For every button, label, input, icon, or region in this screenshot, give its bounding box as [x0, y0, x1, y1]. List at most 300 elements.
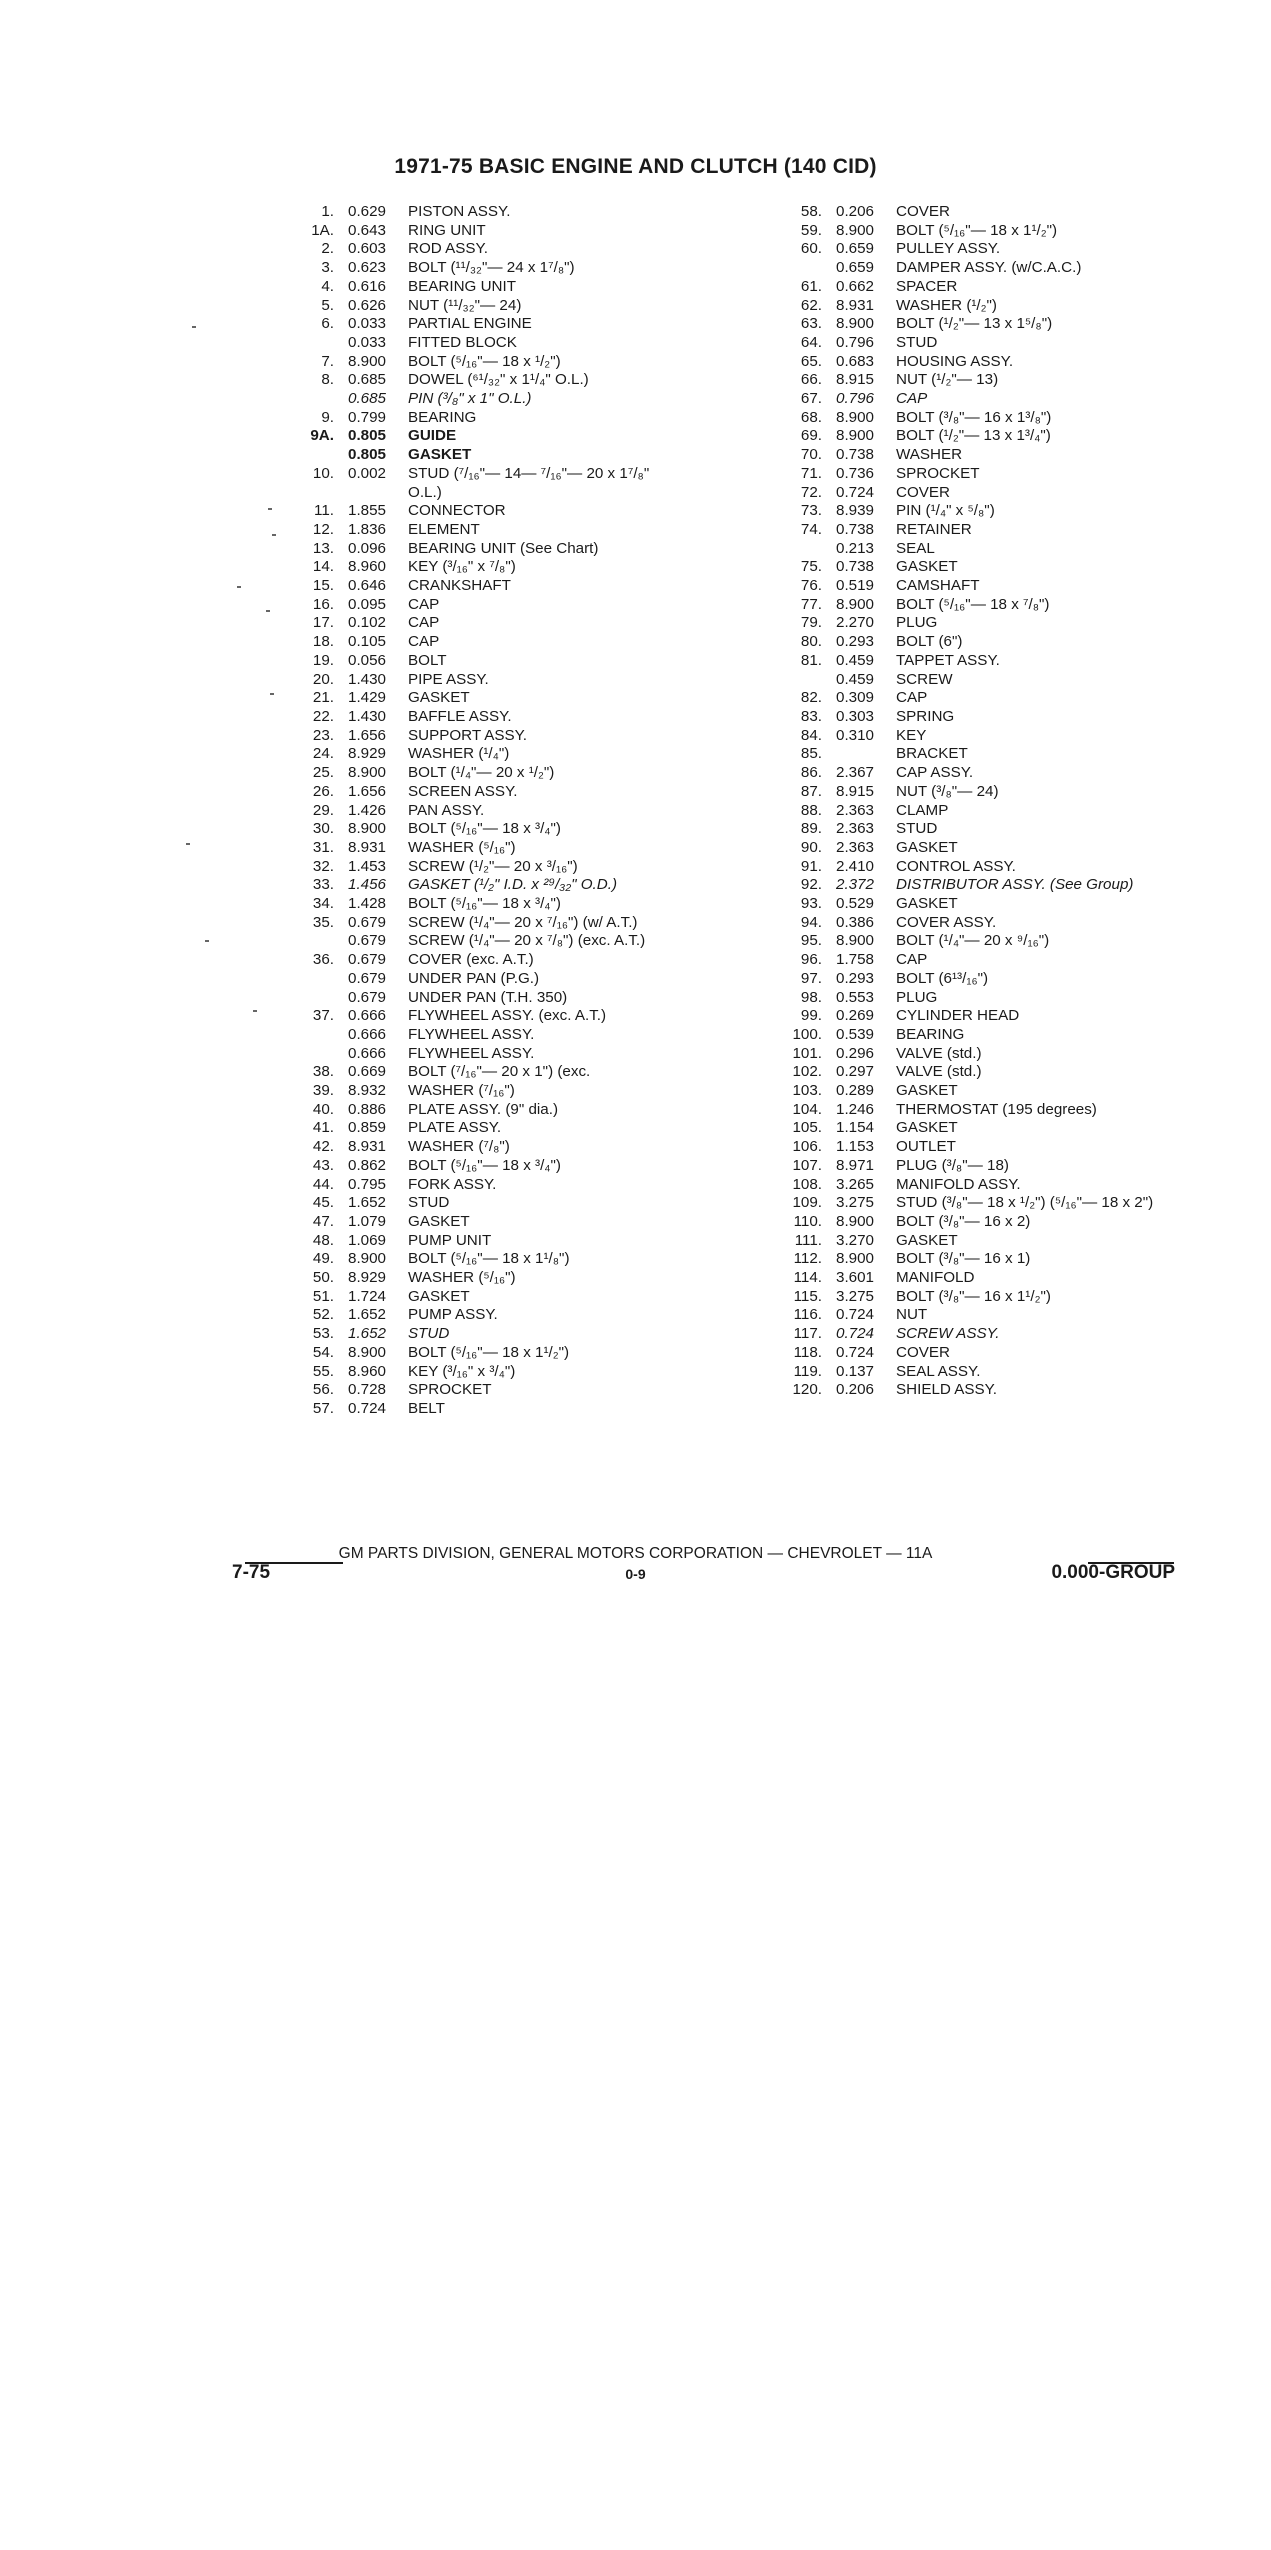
- group-code: 1.069: [348, 1231, 387, 1249]
- part-description: PIPE ASSY.: [408, 670, 489, 688]
- group-code: 1.079: [348, 1212, 387, 1230]
- item-number: 83.: [800, 707, 822, 725]
- part-description: BOLT (¹/₂"— 13 x 1³/₄"): [896, 427, 1051, 445]
- item-number: 74.: [800, 520, 822, 538]
- item-number: 23.: [312, 726, 334, 744]
- group-code: 1.656: [348, 726, 387, 744]
- part-description: COVER: [896, 1343, 951, 1361]
- group-code: 0.679: [348, 932, 387, 950]
- item-number: 88.: [800, 801, 822, 819]
- part-row: [290, 1400, 670, 1419]
- item-number: 110.: [793, 1212, 822, 1230]
- group-code: 0.862: [348, 1156, 387, 1174]
- scan-mark: [266, 610, 270, 612]
- part-row: [778, 315, 1198, 334]
- part-row: [778, 1306, 1198, 1325]
- part-description: WASHER (⁷/₁₆"): [408, 1082, 515, 1100]
- group-code: 0.799: [348, 408, 387, 426]
- part-description: BRACKET: [896, 745, 968, 763]
- part-row: [290, 876, 670, 895]
- part-row: [778, 240, 1198, 259]
- group-code: 8.971: [836, 1156, 875, 1174]
- item-number: 98.: [800, 988, 822, 1006]
- group-code: 0.296: [836, 1044, 875, 1062]
- item-number: 75.: [800, 558, 822, 576]
- part-description: THERMOSTAT (195 degrees): [896, 1100, 1097, 1118]
- part-description: BOLT (¹/₂"— 13 x 1⁵/₈"): [896, 315, 1053, 333]
- group-code: 0.736: [836, 464, 875, 482]
- group-code: 0.669: [348, 1063, 387, 1081]
- part-description: WASHER (⁵/₁₆"): [408, 838, 516, 856]
- group-code: 0.646: [348, 577, 387, 595]
- part-description: BOLT (³/₈"— 16 x 1): [896, 1250, 1031, 1268]
- part-row: [290, 1232, 670, 1251]
- part-description: GASKET: [896, 1231, 958, 1249]
- part-description: UNDER PAN (P.G.): [408, 969, 540, 987]
- part-description: BOLT (¹/₄"— 20 x ⁹/₁₆"): [896, 932, 1050, 950]
- group-code: 1.429: [348, 689, 387, 707]
- item-number: 84.: [800, 726, 822, 744]
- group-code: 8.931: [348, 1138, 387, 1156]
- part-row: [290, 820, 670, 839]
- part-row: [778, 409, 1198, 428]
- part-description: ROD ASSY.: [408, 240, 488, 258]
- item-number: 91.: [800, 857, 822, 875]
- group-code: 8.900: [836, 932, 875, 950]
- group-code: 0.269: [836, 1007, 875, 1025]
- group-code: 0.529: [836, 895, 875, 913]
- scan-mark: [272, 534, 276, 536]
- group-code: 8.900: [836, 221, 875, 239]
- item-number: 67.: [800, 390, 822, 408]
- item-number: 111.: [794, 1231, 822, 1249]
- part-row: [290, 259, 670, 278]
- part-description: BAFFLE ASSY.: [408, 707, 512, 725]
- part-description: BOLT (³/₈"— 16 x 1¹/₂"): [896, 1287, 1051, 1305]
- part-description: SCREW: [896, 670, 953, 688]
- part-row: [290, 465, 670, 502]
- group-code: 3.270: [836, 1231, 875, 1249]
- group-code: 8.900: [348, 820, 387, 838]
- part-description: SCREW (¹/₄"— 20 x ⁷/₁₆") (w/ A.T.): [408, 913, 638, 931]
- group-code: 0.679: [348, 988, 387, 1006]
- item-number: 64.: [800, 333, 822, 351]
- group-code: 0.626: [348, 296, 387, 314]
- item-number: 26.: [312, 782, 334, 800]
- part-row: [778, 558, 1198, 577]
- item-number: 41.: [312, 1119, 334, 1137]
- part-description: HOUSING ASSY.: [896, 352, 1014, 370]
- part-description: NUT (³/₈"— 24): [896, 782, 999, 800]
- part-row: [778, 1007, 1198, 1026]
- parts-list-left: [290, 203, 670, 1419]
- part-description: BOLT (⁵/₁₆"— 18 x ¹/₂"): [408, 352, 561, 370]
- item-number: 14.: [312, 558, 334, 576]
- group-code: 1.426: [348, 801, 387, 819]
- group-code: 1.153: [836, 1138, 875, 1156]
- part-row: [290, 858, 670, 877]
- item-number: 117.: [793, 1325, 822, 1343]
- part-row: [290, 1269, 670, 1288]
- item-number: 118.: [793, 1343, 822, 1361]
- item-number: 109.: [792, 1194, 822, 1212]
- part-description: GASKET: [896, 1119, 958, 1137]
- group-code: 3.275: [836, 1194, 875, 1212]
- part-description: VALVE (std.): [896, 1063, 982, 1081]
- part-row: [778, 633, 1198, 652]
- item-number: 101.: [792, 1044, 822, 1062]
- part-description: WASHER (⁵/₁₆"): [408, 1269, 516, 1287]
- part-row: [290, 278, 670, 297]
- item-number: 69.: [800, 427, 822, 445]
- item-number: [290, 1026, 348, 1045]
- part-row: [290, 427, 670, 446]
- part-row: [290, 970, 670, 989]
- part-row: [778, 1232, 1198, 1251]
- part-description: PAN ASSY.: [408, 801, 485, 819]
- part-description: NUT (¹¹/₃₂"— 24): [408, 296, 522, 314]
- item-number: 9A.: [310, 427, 334, 445]
- part-row: [778, 278, 1198, 297]
- item-number: 103.: [792, 1082, 822, 1100]
- page-title: 1971-75 BASIC ENGINE AND CLUTCH (140 CID): [394, 155, 877, 178]
- item-number: 36.: [312, 951, 334, 969]
- part-description: ELEMENT: [408, 520, 480, 538]
- part-description: WASHER (¹/₄"): [408, 745, 510, 763]
- part-description: SPACER: [896, 277, 958, 295]
- group-code: 0.213: [836, 539, 875, 557]
- item-number: 51.: [312, 1287, 334, 1305]
- group-code: 8.960: [348, 558, 387, 576]
- group-code: 0.728: [348, 1381, 387, 1399]
- item-number: 37.: [312, 1007, 334, 1025]
- group-code: 8.939: [836, 502, 875, 520]
- part-row: [778, 745, 1198, 764]
- part-description: NUT (¹/₂"— 13): [896, 371, 999, 389]
- part-row: [778, 951, 1198, 970]
- group-code: 1.456: [348, 876, 387, 894]
- part-row: [778, 858, 1198, 877]
- part-row: [290, 802, 670, 821]
- part-description: PIN (¹/₄" x ⁵/₈"): [896, 502, 995, 520]
- part-row: [778, 222, 1198, 241]
- group-code: 1.246: [836, 1100, 875, 1118]
- item-number: 32.: [312, 857, 334, 875]
- part-description: SCREW (¹/₄"— 20 x ⁷/₈") (exc. A.T.): [408, 932, 646, 950]
- part-description: PARTIAL ENGINE: [408, 315, 532, 333]
- part-description: BOLT (³/₈"— 16 x 1³/₈"): [896, 408, 1052, 426]
- part-row: [290, 1119, 670, 1138]
- group-code: 0.685: [348, 371, 387, 389]
- part-description: MANIFOLD: [896, 1269, 975, 1287]
- group-code: 0.137: [836, 1362, 875, 1380]
- item-number: 116.: [793, 1306, 822, 1324]
- part-row: [778, 540, 1198, 559]
- group-code: 0.724: [836, 1343, 875, 1361]
- item-number: 115.: [793, 1287, 822, 1305]
- item-number: 44.: [312, 1175, 334, 1193]
- item-number: 108.: [792, 1175, 822, 1193]
- group-code: 0.805: [348, 427, 387, 445]
- part-row: [778, 783, 1198, 802]
- item-number: 22.: [312, 707, 334, 725]
- item-number: 8.: [321, 371, 334, 389]
- group-code: 0.102: [348, 614, 387, 632]
- part-row: [778, 1119, 1198, 1138]
- part-row: [778, 203, 1198, 222]
- item-number: 95.: [800, 932, 822, 950]
- item-number: 72.: [800, 483, 822, 501]
- group-code: 0.623: [348, 259, 387, 277]
- item-number: 33.: [312, 876, 334, 894]
- part-row: [290, 951, 670, 970]
- part-description: BOLT (⁵/₁₆"— 18 x 1¹/₂"): [896, 221, 1058, 239]
- part-description: SCREW ASSY.: [896, 1325, 1000, 1343]
- part-row: [290, 1101, 670, 1120]
- group-code: 0.293: [836, 969, 875, 987]
- part-row: [778, 1381, 1198, 1400]
- part-row: [778, 1026, 1198, 1045]
- part-description: WASHER (¹/₂"): [896, 296, 997, 314]
- item-number: 99.: [800, 1007, 822, 1025]
- group-code: 0.310: [836, 726, 875, 744]
- part-row: [778, 427, 1198, 446]
- item-number: 119.: [793, 1362, 822, 1380]
- part-description: GASKET: [408, 446, 472, 464]
- item-number: 43.: [312, 1156, 334, 1174]
- part-description: STUD: [896, 820, 938, 838]
- group-code: 0.796: [836, 333, 875, 351]
- item-number: 93.: [800, 895, 822, 913]
- item-number: 82.: [800, 689, 822, 707]
- item-number: 21.: [312, 689, 334, 707]
- item-number: 114.: [793, 1269, 822, 1287]
- part-description: FLYWHEEL ASSY.: [408, 1044, 535, 1062]
- part-row: [290, 371, 670, 390]
- part-row: [290, 745, 670, 764]
- part-row: [290, 502, 670, 521]
- part-description: CAMSHAFT: [896, 577, 980, 595]
- item-number: 53.: [312, 1325, 334, 1343]
- part-description: STUD: [896, 333, 938, 351]
- scan-mark: [205, 940, 209, 942]
- group-code: 0.679: [348, 913, 387, 931]
- group-code: 0.289: [836, 1082, 875, 1100]
- part-description: GASKET: [896, 838, 958, 856]
- footer-page-number: 0-9: [625, 1566, 646, 1582]
- part-description: BEARING UNIT (See Chart): [408, 539, 599, 557]
- part-row: [778, 390, 1198, 409]
- part-description: GASKET: [408, 1212, 470, 1230]
- part-description: GUIDE: [408, 427, 457, 445]
- part-row: [290, 409, 670, 428]
- part-row: [778, 708, 1198, 727]
- part-row: [778, 484, 1198, 503]
- item-number: 61.: [800, 277, 822, 295]
- group-code: 8.900: [836, 315, 875, 333]
- part-row: [290, 1306, 670, 1325]
- item-number: 16.: [312, 595, 334, 613]
- item-number: [290, 970, 348, 989]
- group-code: 0.553: [836, 988, 875, 1006]
- part-description: BOLT (⁵/₁₆"— 18 x ⁷/₈"): [896, 595, 1050, 613]
- item-number: 20.: [312, 670, 334, 688]
- group-code: 8.931: [836, 296, 875, 314]
- group-code: 1.836: [348, 520, 387, 538]
- group-code: 0.095: [348, 595, 387, 613]
- part-row: [290, 1381, 670, 1400]
- item-number: [290, 334, 348, 353]
- group-code: 3.275: [836, 1287, 875, 1305]
- group-code: 1.428: [348, 895, 387, 913]
- footer-date: 7-75: [232, 1562, 271, 1583]
- group-code: 1.453: [348, 857, 387, 875]
- part-row: [778, 932, 1198, 951]
- part-row: [778, 839, 1198, 858]
- part-description: PUMP ASSY.: [408, 1306, 498, 1324]
- item-number: [290, 989, 348, 1008]
- group-code: 2.372: [836, 876, 875, 894]
- part-description: COVER: [896, 483, 951, 501]
- part-description: STUD: [408, 1194, 450, 1212]
- group-code: 0.886: [348, 1100, 387, 1118]
- item-number: 19.: [312, 651, 334, 669]
- item-number: 42.: [312, 1138, 334, 1156]
- part-row: [778, 502, 1198, 521]
- part-description: PLATE ASSY. (9" dia.): [408, 1100, 559, 1118]
- part-description: BOLT (⁵/₁₆"— 18 x ³/₄"): [408, 895, 561, 913]
- part-description: CONTROL ASSY.: [896, 857, 1016, 875]
- part-description: CAP ASSY.: [896, 764, 974, 782]
- group-code: 0.293: [836, 633, 875, 651]
- group-code: 8.931: [348, 838, 387, 856]
- item-number: 35.: [312, 913, 334, 931]
- group-code: 1.855: [348, 502, 387, 520]
- part-row: [290, 390, 670, 409]
- part-description: GASKET: [408, 1287, 470, 1305]
- part-description: MANIFOLD ASSY.: [896, 1175, 1021, 1193]
- part-description: SPROCKET: [896, 464, 980, 482]
- part-description: GASKET: [896, 895, 958, 913]
- part-row: [290, 914, 670, 933]
- scan-mark: [268, 508, 272, 510]
- item-number: 105.: [792, 1119, 822, 1137]
- part-row: [290, 1288, 670, 1307]
- item-number: 52.: [312, 1306, 334, 1324]
- item-number: 7.: [321, 352, 334, 370]
- group-code: 0.683: [836, 352, 875, 370]
- part-row: [290, 1363, 670, 1382]
- item-number: 56.: [312, 1381, 334, 1399]
- item-number: 15.: [312, 577, 334, 595]
- part-description: STUD (³/₈"— 18 x ¹/₂") (⁵/₁₆"— 18 x 2"): [896, 1194, 1154, 1212]
- part-description: BOLT (¹¹/₃₂"— 24 x 1⁷/₈"): [408, 259, 575, 277]
- part-row: [290, 1194, 670, 1213]
- part-row: [290, 297, 670, 316]
- group-code: 0.659: [836, 259, 875, 277]
- item-number: 112.: [793, 1250, 822, 1268]
- group-code: 0.459: [836, 670, 875, 688]
- part-row: [778, 1363, 1198, 1382]
- group-code: 8.900: [836, 595, 875, 613]
- item-number: 13.: [312, 539, 334, 557]
- part-description: OUTLET: [896, 1138, 956, 1156]
- group-code: 0.805: [348, 446, 387, 464]
- item-number: 3.: [321, 259, 334, 277]
- item-number: 102.: [792, 1063, 822, 1081]
- group-code: 0.386: [836, 913, 875, 931]
- group-code: 0.206: [836, 203, 875, 220]
- group-code: 0.629: [348, 203, 387, 220]
- part-description: BOLT (¹/₄"— 20 x ¹/₂"): [408, 764, 555, 782]
- group-code: 0.724: [836, 1306, 875, 1324]
- scan-mark: [253, 1010, 257, 1012]
- group-code: 1.652: [348, 1325, 387, 1343]
- group-code: 8.915: [836, 371, 875, 389]
- group-code: 8.932: [348, 1082, 387, 1100]
- item-number: [778, 540, 836, 559]
- part-row: [290, 1063, 670, 1082]
- item-number: 86.: [800, 764, 822, 782]
- part-description: FITTED BLOCK: [408, 333, 517, 351]
- group-code: 0.056: [348, 651, 387, 669]
- group-code: 0.539: [836, 1025, 875, 1043]
- part-row: [290, 839, 670, 858]
- part-row: [290, 1250, 670, 1269]
- group-code: 0.795: [348, 1175, 387, 1193]
- part-description: COVER ASSY.: [896, 913, 997, 931]
- group-code: 8.900: [836, 1212, 875, 1230]
- part-description: RETAINER: [896, 520, 972, 538]
- part-row: [778, 465, 1198, 484]
- group-code: 0.662: [836, 277, 875, 295]
- part-row: [778, 1344, 1198, 1363]
- scan-mark: [237, 586, 241, 588]
- part-description: CAP: [896, 951, 928, 969]
- part-row: [290, 1325, 670, 1344]
- item-number: 40.: [312, 1100, 334, 1118]
- part-description: FLYWHEEL ASSY. (exc. A.T.): [408, 1007, 607, 1025]
- item-number: [290, 932, 348, 951]
- item-number: [778, 671, 836, 690]
- group-code: 8.915: [836, 782, 875, 800]
- part-row: [778, 727, 1198, 746]
- part-description: SHIELD ASSY.: [896, 1381, 998, 1399]
- item-number: 1.: [321, 203, 334, 220]
- item-number: 54.: [312, 1343, 334, 1361]
- part-description: BOLT (³/₈"— 16 x 2): [896, 1212, 1031, 1230]
- part-description: CAP: [408, 595, 440, 613]
- item-number: 97.: [800, 969, 822, 987]
- group-code: 0.603: [348, 240, 387, 258]
- part-row: [290, 596, 670, 615]
- item-number: 45.: [312, 1194, 334, 1212]
- part-row: [778, 802, 1198, 821]
- item-number: 11.: [314, 502, 334, 520]
- part-description: PULLEY ASSY.: [896, 240, 1001, 258]
- item-number: [778, 259, 836, 278]
- group-code: 0.033: [348, 333, 387, 351]
- item-number: 76.: [800, 577, 822, 595]
- group-code: 8.900: [348, 764, 387, 782]
- part-description: BEARING: [408, 408, 477, 426]
- part-row: [778, 914, 1198, 933]
- part-description: BOLT (6¹³/₁₆"): [896, 969, 989, 987]
- part-row: [778, 334, 1198, 353]
- part-description: RING UNIT: [408, 221, 486, 239]
- part-description: FLYWHEEL ASSY.: [408, 1025, 535, 1043]
- part-row: [290, 671, 670, 690]
